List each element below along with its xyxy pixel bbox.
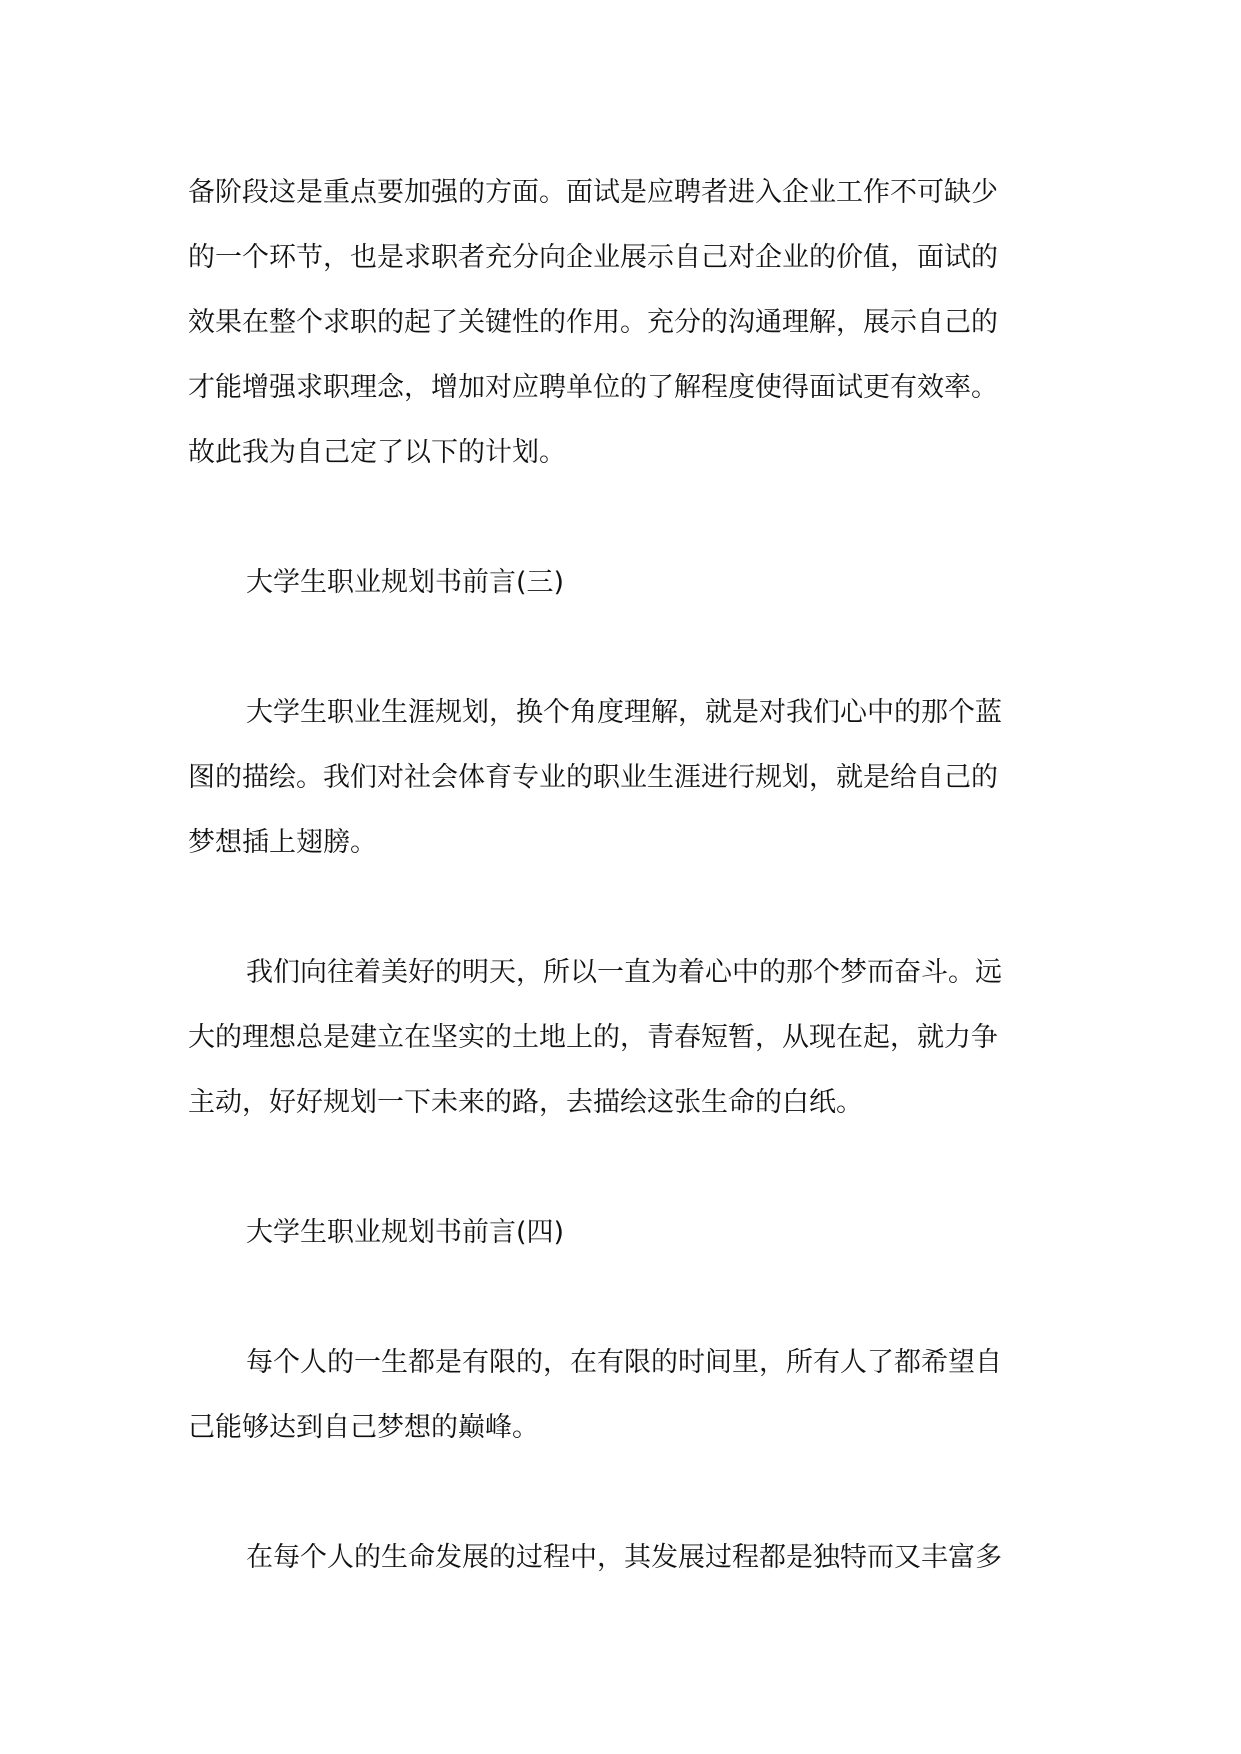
text-line: 备阶段这是重点要加强的方面。面试是应聘者进入企业工作不可缺少 [188,177,998,208]
text-line: 梦想插上翅膀。 [188,827,377,858]
paragraph-gap [188,875,1063,940]
paragraph [188,680,1063,875]
section-heading [188,1200,1063,1265]
paragraph [188,160,1063,485]
heading-line: 大学生职业规划书前言(四) [246,1217,565,1248]
paragraph [188,1330,1063,1460]
heading-line: 大学生职业规划书前言(三) [246,567,565,598]
paragraph-gap [188,615,1063,680]
text-line: 大学生职业生涯规划，换个角度理解，就是对我们心中的那个蓝 [246,697,1002,728]
text-line: 图的描绘。我们对社会体育专业的职业生涯进行规划，就是给自己的 [188,762,998,793]
paragraph-gap [188,1265,1063,1330]
section-heading [188,550,1063,615]
text-line: 的一个环节，也是求职者充分向企业展示自己对企业的价值，面试的 [188,242,998,273]
document-body [188,160,1063,1590]
text-line: 效果在整个求职的起了关键性的作用。充分的沟通理解，展示自己的 [188,307,998,338]
text-line: 主动，好好规划一下未来的路，去描绘这张生命的白纸。 [188,1087,863,1118]
text-line: 每个人的一生都是有限的，在有限的时间里，所有人了都希望自 [246,1347,1002,1378]
text-line: 我们向往着美好的明天，所以一直为着心中的那个梦而奋斗。远 [246,957,1002,988]
paragraph [188,940,1063,1135]
text-line: 己能够达到自己梦想的巅峰。 [188,1412,539,1443]
paragraph [188,1525,1063,1590]
paragraph-gap [188,1460,1063,1525]
text-line: 在每个人的生命发展的过程中，其发展过程都是独特而又丰富多 [246,1542,1002,1573]
text-line: 大的理想总是建立在坚实的土地上的，青春短暂，从现在起，就力争 [188,1022,998,1053]
text-line: 才能增强求职理念，增加对应聘单位的了解程度使得面试更有效率。 [188,372,998,403]
paragraph-gap [188,485,1063,550]
text-line: 故此我为自己定了以下的计划。 [188,437,566,468]
paragraph-gap [188,1135,1063,1200]
